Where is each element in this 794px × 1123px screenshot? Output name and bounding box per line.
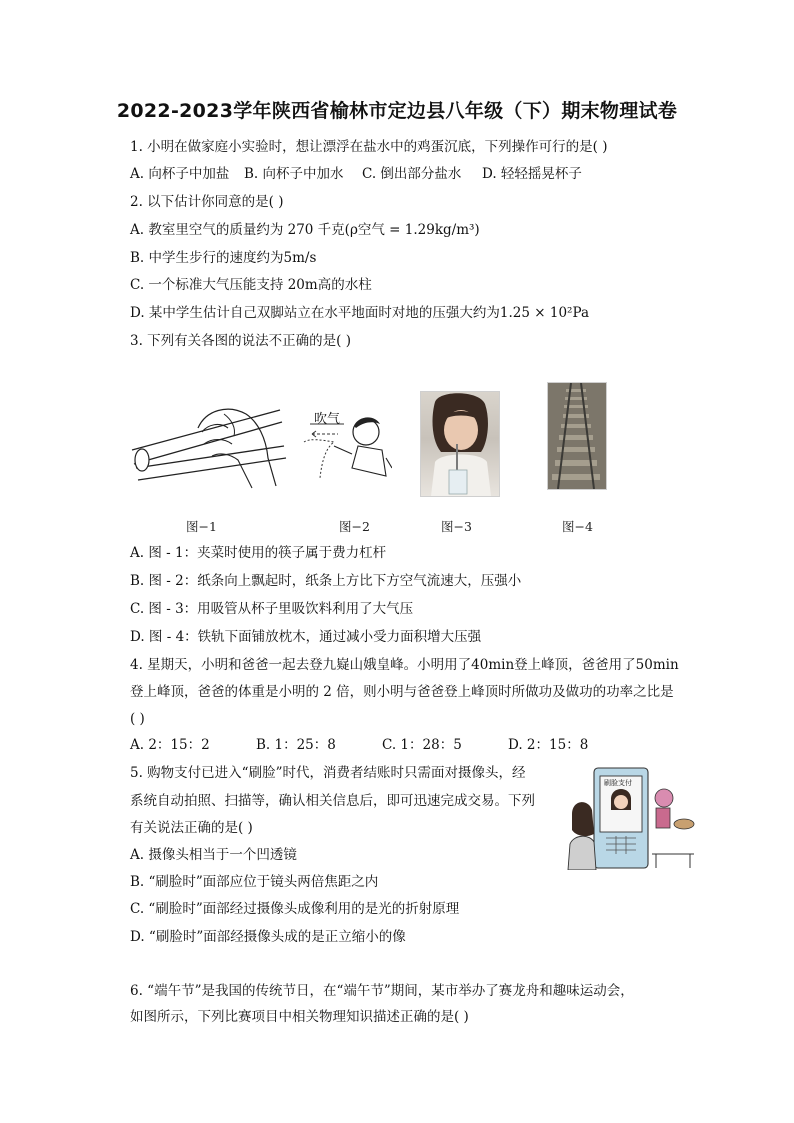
q3-stem: 3. 下列有关各图的说法不正确的是( ) — [130, 333, 351, 349]
fig3-caption: 图−3 — [441, 519, 472, 534]
q4-option-c: C. 1：28：5 — [382, 737, 462, 753]
chopsticks-figure — [128, 398, 288, 493]
railway-photo — [547, 382, 607, 490]
q2-option-a: A. 教室里空气的质量约为 270 千克(ρ空气 = 1.29kg/m³) — [130, 222, 480, 238]
blowing-figure — [300, 398, 392, 493]
fig4-caption: 图−4 — [562, 519, 593, 534]
q1-option-b: B. 向杯子中加水 — [244, 166, 344, 182]
straw-photo — [420, 391, 500, 497]
q2-option-b: B. 中学生步行的速度约为5m/s — [130, 250, 317, 266]
page-title: 2022-2023学年陕西省榆林市定边县八年级（下）期末物理试卷 — [116, 100, 678, 122]
fig2-caption: 图−2 — [339, 519, 370, 534]
q5-line-2: 系统自动拍照、扫描等，确认相关信息后，即可迅速完成交易。下列 — [130, 793, 535, 809]
face-payment-figure — [566, 764, 696, 870]
q5-option-b: B. “刷脸时”面部应位于镜头两倍焦距之内 — [130, 874, 379, 890]
q1-options — [130, 165, 582, 183]
q3-option-c: C. 图 - 3：用吸管从杯子里吸饮料利用了大气压 — [130, 601, 414, 617]
q6-line-2: 如图所示，下列比赛项目中相关物理知识描述正确的是( ) — [130, 1009, 469, 1025]
q4-line-1: 4. 星期天，小明和爸爸一起去登九嶷山娥皇峰。小明用了40min登上峰顶，爸爸用了50min — [130, 657, 679, 673]
q4-line-2: 登上峰顶，爸爸的体重是小明的 2 倍，则小明与爸爸登上峰顶时所做功及做功的功率之比是 — [130, 684, 674, 700]
q2-option-c: C. 一个标准大气压能支持 20m高的水柱 — [130, 277, 372, 293]
q1-option-a: A. 向杯子中加盐 — [130, 166, 230, 182]
q5-option-c: C. “刷脸时”面部经过摄像头成像利用的是光的折射原理 — [130, 901, 460, 917]
q1-option-d: D. 轻轻摇晃杯子 — [482, 166, 582, 182]
q2-option-d: D. 某中学生估计自己双脚站立在水平地面时对地的压强大约为1.25 × 10²Pa — [130, 305, 589, 321]
q2-stem: 2. 以下估计你同意的是( ) — [130, 194, 284, 210]
q1-stem: 1. 小明在做家庭小实验时，想让漂浮在盐水中的鸡蛋沉底，下列操作可行的是( ) — [130, 139, 608, 155]
q4-option-b: B. 1：25：8 — [256, 737, 336, 753]
q6-line-1: 6. “端午节”是我国的传统节日，在“端午节”期间，某市举办了赛龙舟和趣味运动会， — [130, 983, 634, 999]
q5-line-3: 有关说法正确的是( ) — [130, 820, 253, 836]
fig2-label: 吹气 — [314, 412, 341, 427]
q3-option-b: B. 图 - 2：纸条向上飘起时，纸条上方比下方空气流速大，压强小 — [130, 573, 522, 589]
q1-option-c: C. 倒出部分盐水 — [362, 166, 462, 182]
q5-option-a: A. 摄像头相当于一个凹透镜 — [130, 847, 297, 863]
q4-options — [130, 736, 588, 754]
q4-option-d: D. 2：15：8 — [508, 737, 589, 753]
q4-line-3: ( ) — [130, 711, 145, 727]
q5-option-d: D. “刷脸时”面部经摄像头成的是正立缩小的像 — [130, 929, 406, 945]
kiosk-screen-label: 刷脸支付 — [604, 779, 632, 787]
fig1-caption: 图−1 — [186, 519, 217, 534]
q3-option-a: A. 图 - 1：夹菜时使用的筷子属于费力杠杆 — [130, 545, 387, 561]
q3-option-d: D. 图 - 4：铁轨下面铺放枕木，通过减小受力面积增大压强 — [130, 629, 482, 645]
q5-line-1: 5. 购物支付已进入“刷脸”时代，消费者结账时只需面对摄像头，经 — [130, 765, 526, 781]
q4-option-a: A. 2：15：2 — [130, 737, 210, 753]
